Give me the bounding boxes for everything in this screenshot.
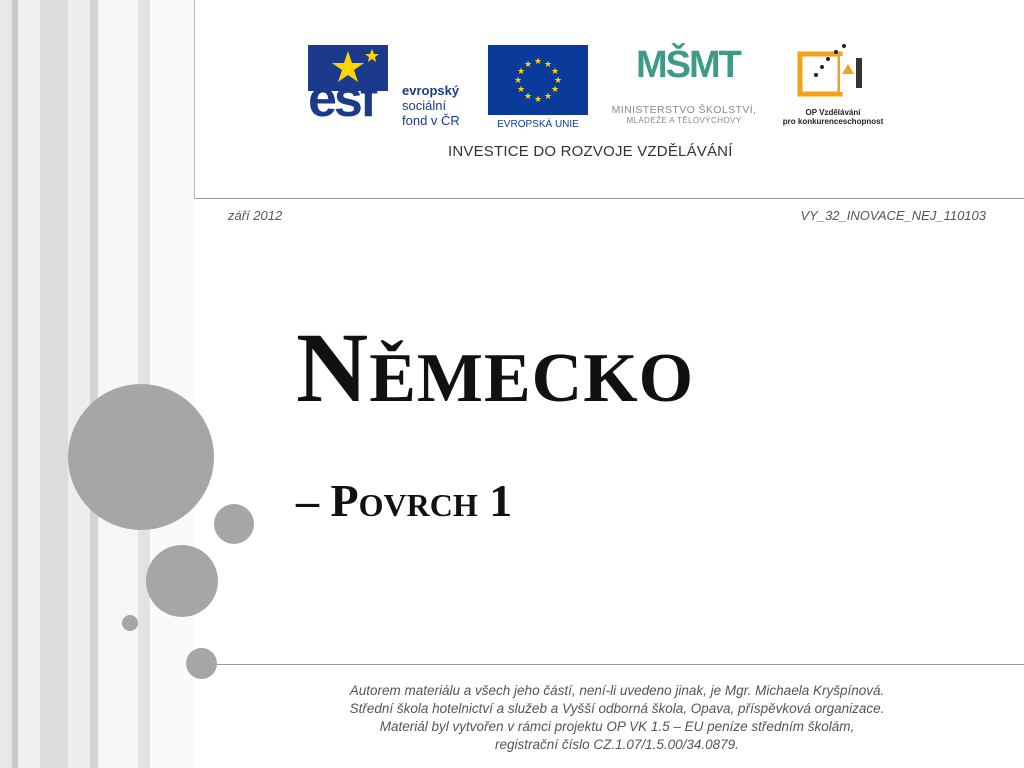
- svg-text:★: ★: [550, 67, 560, 77]
- funding-logos: [300, 40, 900, 160]
- decorative-circle-small: [214, 504, 254, 544]
- op-text-line: pro konkurenceschopnost: [782, 117, 884, 126]
- svg-text:★: ★: [516, 67, 526, 77]
- op-logo: [778, 42, 888, 132]
- esf-mark: esf: [308, 70, 375, 128]
- svg-text:★: ★: [543, 92, 553, 102]
- svg-text:★: ★: [513, 76, 523, 86]
- stripe: [90, 0, 98, 768]
- svg-text:★: ★: [543, 60, 553, 70]
- footer-line: registrační číslo CZ.1.07/1.5.00/34.0879.: [495, 737, 739, 752]
- footer-line: Materiál byl vytvořen v rámci projektu OP VK 1.5 – EU peníze středním školám,: [379, 719, 855, 734]
- eu-caption: EVROPSKÁ UNIE: [497, 119, 579, 130]
- eu-logo: [488, 45, 588, 131]
- svg-text:★: ★: [516, 85, 526, 95]
- msmt-logo: [596, 42, 774, 132]
- decorative-circle-medium: [146, 545, 218, 617]
- material-code: VY_32_INOVACE_NEJ_110103: [800, 208, 986, 223]
- svg-text:★: ★: [523, 92, 533, 102]
- esf-text-line: sociální: [402, 98, 447, 113]
- date-label: září 2012: [228, 208, 283, 223]
- svg-text:★: ★: [550, 85, 560, 95]
- esf-text: [402, 83, 460, 128]
- slide-title: Německo: [296, 312, 695, 423]
- footer-line: Střední škola hotelnictví a služeb a Vyšší odborná škola, Opava, příspěvková organizace.: [349, 701, 885, 716]
- svg-text:★: ★: [533, 57, 543, 67]
- decorative-circle-tiny: [122, 615, 138, 631]
- esf-text-line: fond v ČR: [402, 113, 460, 128]
- footer-credits: [262, 682, 972, 754]
- op-text: [778, 108, 888, 126]
- stripe: [18, 0, 40, 768]
- logos-caption: INVESTICE DO ROZVOJE VZDĚLÁVÁNÍ: [448, 143, 733, 160]
- stripe: [150, 0, 194, 768]
- footer-divider: [214, 664, 1024, 665]
- decorative-circle-large: [68, 384, 214, 530]
- svg-text:★: ★: [553, 76, 563, 86]
- decorative-circle-small: [186, 648, 217, 679]
- stripe: [40, 0, 68, 768]
- esf-logo: [308, 45, 480, 131]
- frame-divider-vertical: [194, 0, 195, 198]
- esf-text-line: evropský: [402, 83, 460, 98]
- stripe: [0, 0, 12, 768]
- svg-text:★: ★: [523, 60, 533, 70]
- msmt-text: [596, 104, 772, 125]
- header-divider: [194, 198, 1024, 199]
- left-decorative-band: [0, 0, 194, 768]
- op-text-line: OP Vzdělávání: [805, 108, 861, 117]
- svg-text:★: ★: [533, 95, 543, 105]
- msmt-text-line: MINISTERSTVO ŠKOLSTVÍ,: [611, 104, 757, 116]
- stripe: [68, 0, 90, 768]
- op-emblem-icon: [778, 42, 888, 104]
- msmt-mark: MŠMT: [636, 44, 740, 86]
- footer-line: Autorem materiálu a všech jeho částí, není-li uvedeno jinak, je Mgr. Michaela Kryšpínová.: [349, 683, 885, 698]
- msmt-text-line: MLÁDEŽE A TĚLOVÝCHOVY: [626, 116, 742, 125]
- eu-flag-icon: [488, 45, 588, 115]
- slide-subtitle: – Povrch 1: [296, 475, 513, 526]
